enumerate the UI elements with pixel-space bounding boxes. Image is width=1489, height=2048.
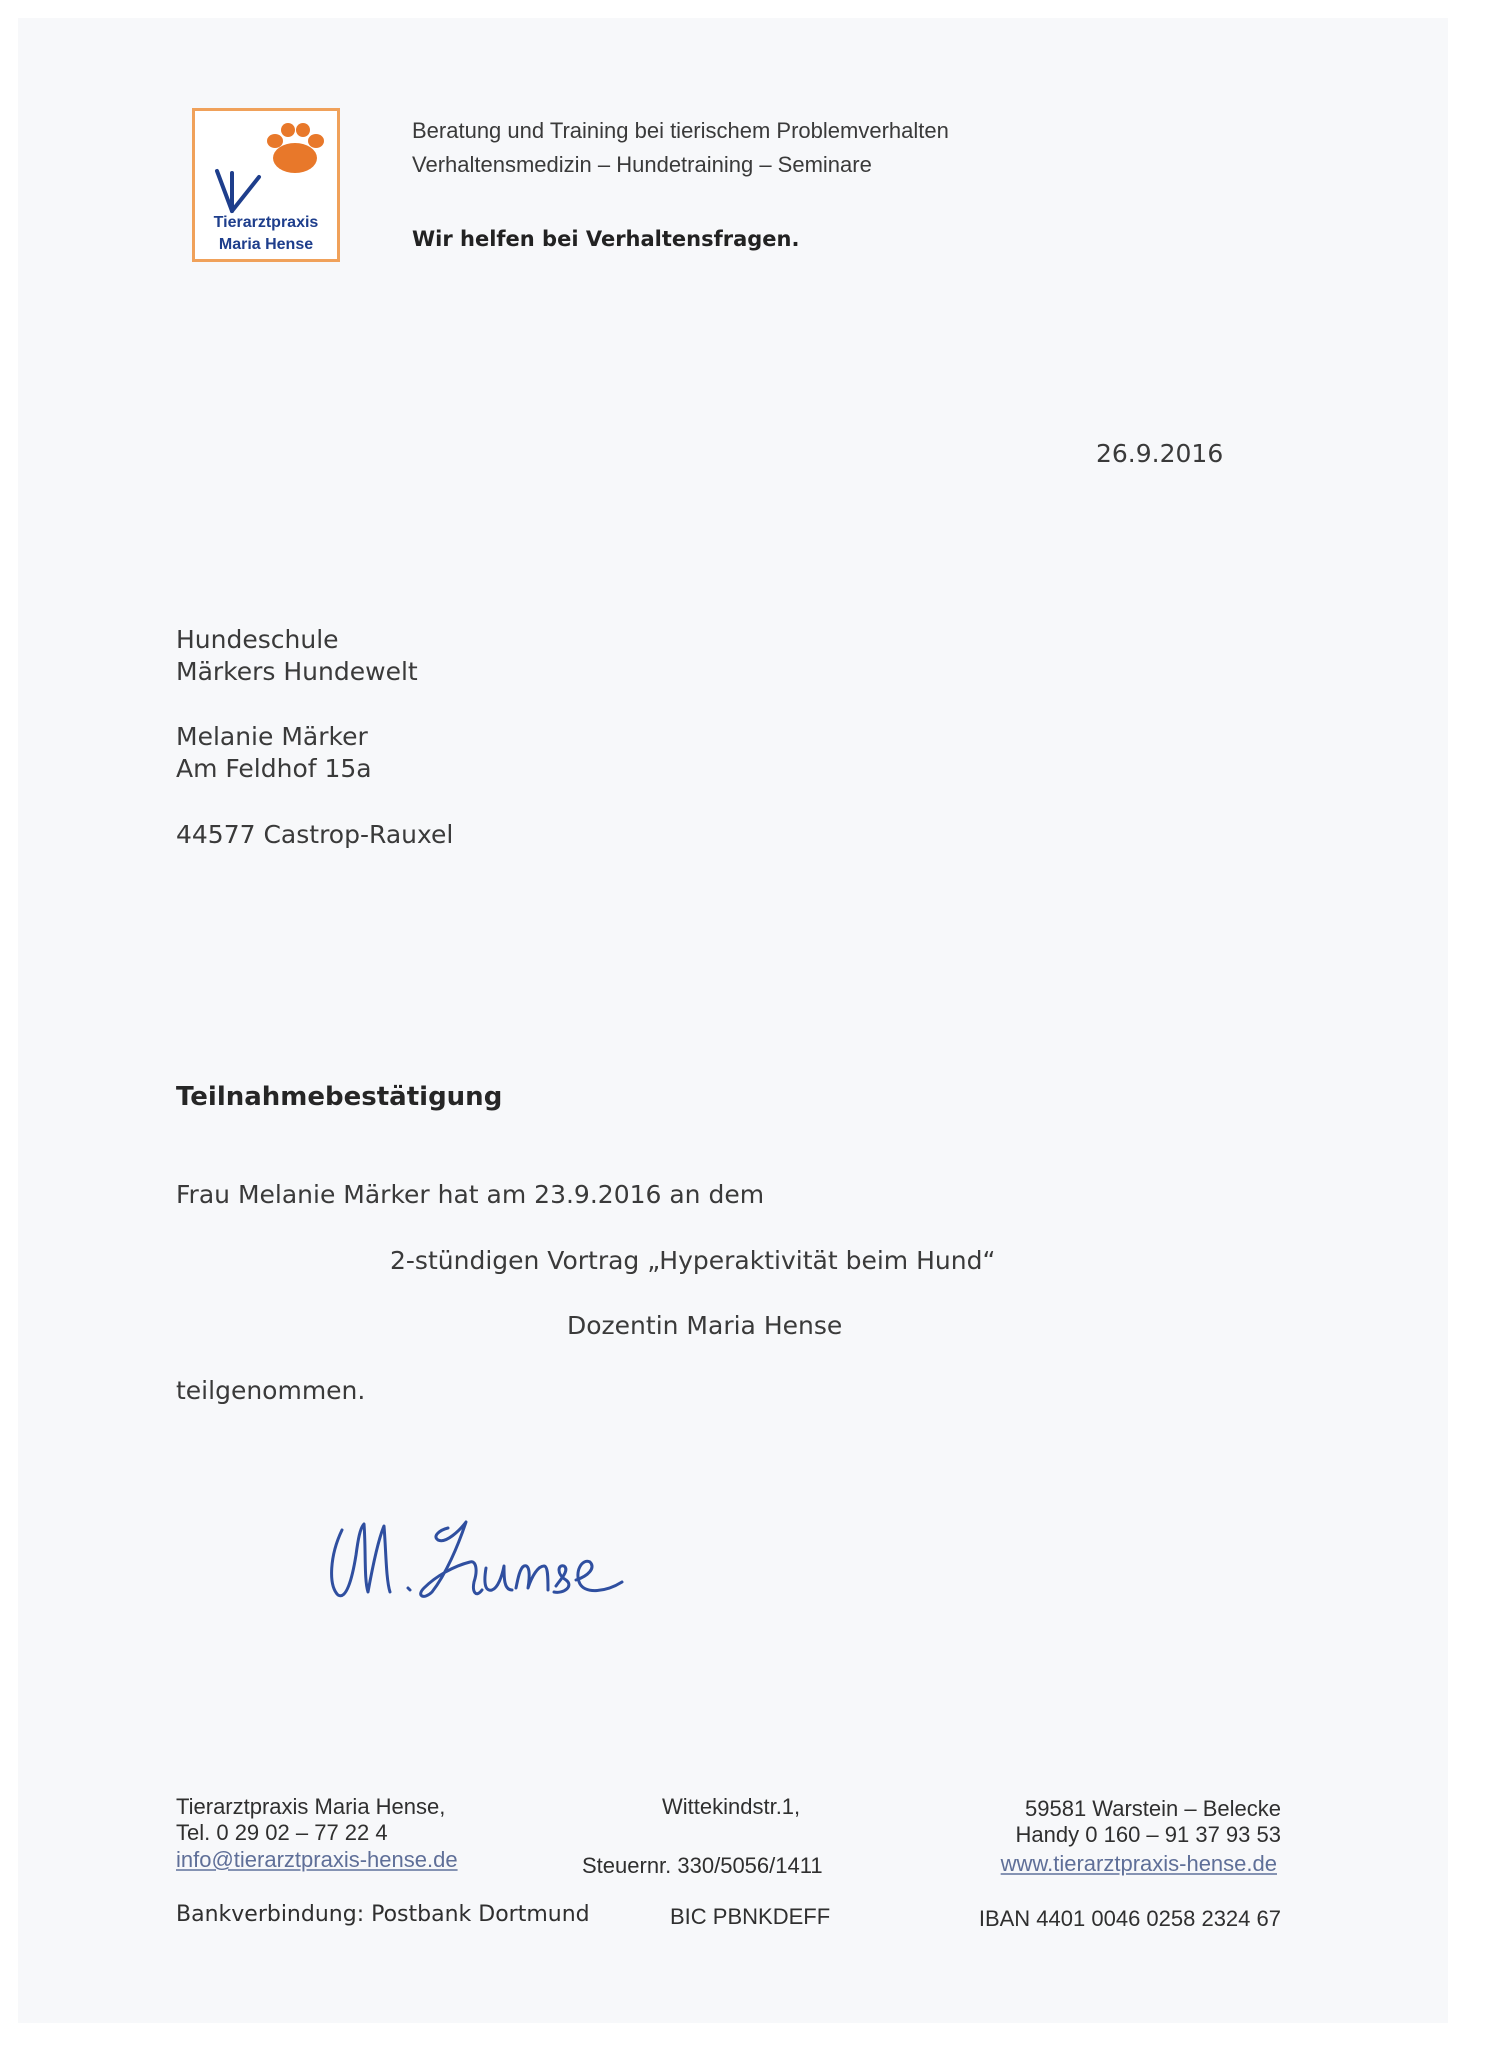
- logo-line-1: Tierarztpraxis: [213, 214, 319, 231]
- footer-street: Wittekindstr.1,: [662, 1794, 801, 1819]
- letter-date: 26.9.2016: [1096, 439, 1224, 468]
- letter-page: [18, 18, 1448, 2023]
- footer-iban: IBAN 4401 0046 0258 2324 67: [978, 1906, 1281, 1931]
- recipient-line-3: Melanie Märker: [176, 722, 368, 751]
- practice-logo: [192, 108, 340, 262]
- recipient-line-4: Am Feldhof 15a: [176, 754, 372, 783]
- footer-city: 59581 Warstein – Belecke: [1025, 1796, 1281, 1821]
- recipient-line-1: Hundeschule: [176, 625, 339, 654]
- letter-subject: Teilnahmebestätigung: [176, 1082, 503, 1112]
- footer-mobile: Handy 0 160 – 91 37 93 53: [1015, 1822, 1281, 1847]
- letter-paragraph-4: teilgenommen.: [176, 1376, 366, 1405]
- footer-phone: Tel. 0 29 02 – 77 22 4: [176, 1820, 388, 1845]
- logo-line-2: Maria Hense: [218, 236, 314, 253]
- footer-website-link[interactable]: www.tierarztpraxis-hense.de: [1000, 1851, 1277, 1876]
- header-slogan: Wir helfen bei Verhaltensfragen.: [412, 227, 800, 251]
- signature: [320, 1500, 640, 1620]
- header-line-2: Verhaltensmedizin – Hundetraining – Seminare: [412, 152, 872, 177]
- letter-paragraph-1: Frau Melanie Märker hat am 23.9.2016 an dem: [176, 1180, 765, 1209]
- footer-practice-name: Tierarztpraxis Maria Hense,: [176, 1794, 446, 1819]
- recipient-line-5: 44577 Castrop-Rauxel: [176, 820, 454, 849]
- letter-paragraph-3: Dozentin Maria Hense: [567, 1311, 843, 1340]
- footer-bank: Bankverbindung: Postbank Dortmund: [176, 1902, 590, 1927]
- recipient-line-2: Märkers Hundewelt: [176, 657, 418, 686]
- footer-bic: BIC PBNKDEFF: [670, 1904, 831, 1929]
- footer-tax-number: Steuernr. 330/5056/1411: [582, 1853, 823, 1878]
- letter-paragraph-2: 2-stündigen Vortrag „Hyperaktivität beim Hund“: [390, 1246, 996, 1275]
- footer-email-link[interactable]: info@tierarztpraxis-hense.de: [176, 1847, 458, 1872]
- header-line-1: Beratung und Training bei tierischem Problemverhalten: [412, 118, 949, 143]
